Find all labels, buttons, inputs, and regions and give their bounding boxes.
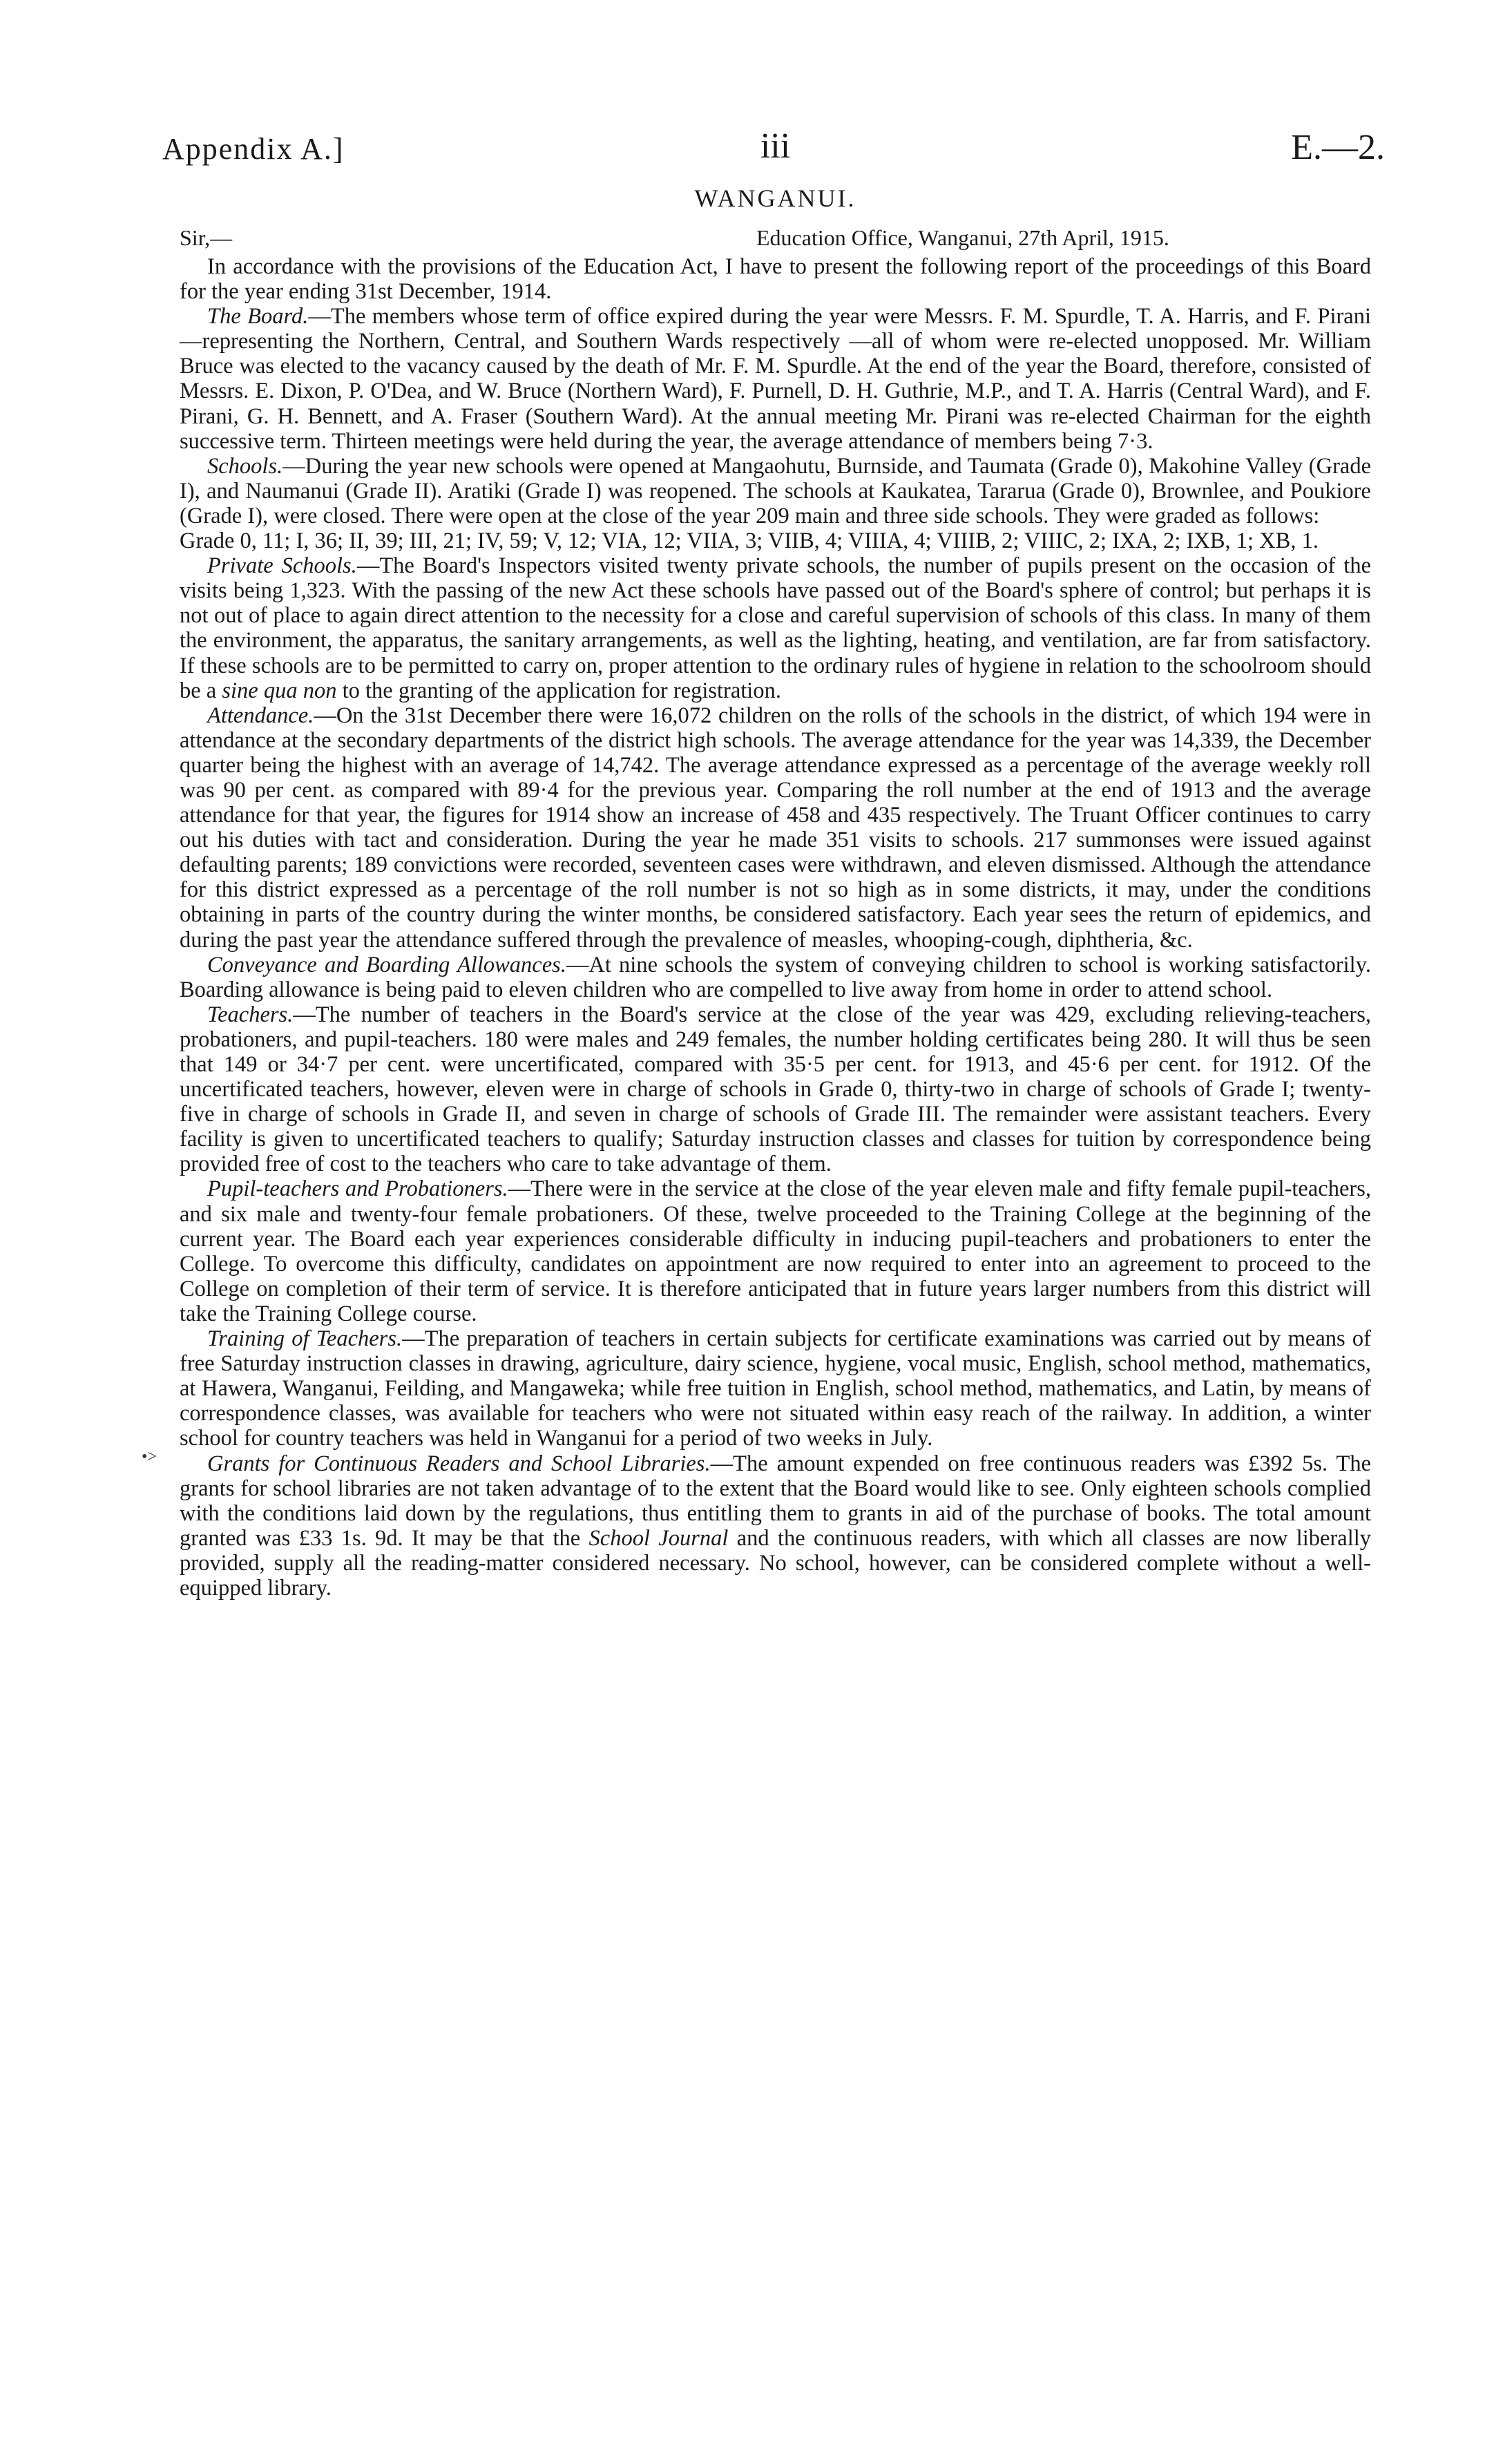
salutation: Sir,— xyxy=(180,225,233,250)
section-grants: Grants for Continuous Readers and School Libraries.—The amount expended on free continuous readers was £392 5s. The grants for school libraries are not taken advantage of to the extent that the Board would like to see. Only eighteen schools complied with the conditions laid down by the regulations, thus entitling them to grants in aid of the purchase of books. The total amount granted was £33 1s. 9d. It may be that the School Journal and the continuous readers, with which all classes are now liberally provided, supply all the reading-matter considered necessary. No school, however, can be considered complete without a well-equipped library. xyxy=(180,1451,1372,1601)
report-code: E.—2. xyxy=(1291,128,1385,167)
section-heading: Conveyance and Boarding Allowances. xyxy=(207,952,566,977)
section-body: The number of teachers in the Board's service at the close of the year was 429, excluding relieving-teachers, probationers, and pupil-teachers. 180 were males and 249 females, the number holding certificates being 280. It will thus be seen that 149 or 34·7 per cent. were uncertificated, compared with 35·5 per cent. for 1913, and 45·6 per cent. for 1912. Of the uncertificated teachers, however, eleven were in charge of schools in Grade 0, thirty-two in charge of schools of Grade I; twenty-five in charge of schools in Grade II, and seven in charge of schools of Grade III. The remainder were assistant teachers. Every facility is given to uncertificated teachers to qualify; Saturday instruction classes and classes for tuition by correspondence being provided free of cost to the teachers who care to take advantage of them. xyxy=(180,1002,1371,1177)
page-header xyxy=(162,117,1385,173)
section-body: There were in the service at the close of the year eleven male and fifty female pupil-teachers, and six male and twenty-four female probationers. Of these, twelve proceeded to the Training College at the beginning of the current year. The Board each year experiences considerable difficulty in inducing pupil-teachers and probationers to enter the College. To overcome this difficulty, candidates on appointment are now required to enter into an agreement to proceed to the College on completion of their term of service. It is therefore anticipated that in future years larger numbers from this district will take the Training College course. xyxy=(180,1176,1371,1326)
section-teachers: Teachers.—The number of teachers in the Board's service at the close of the year was 429, excluding relieving-teachers, probationers, and pupil-teachers. 180 were males and 249 females, the number holding certificates being 280. It will thus be seen that 149 or 34·7 per cent. were uncertificated, compared with 35·5 per cent. for 1913, and 45·6 per cent. for 1912. Of the uncertificated teachers, however, eleven were in charge of schools in Grade 0, thirty-two in charge of schools of Grade I; twenty-five in charge of schools in Grade II, and seven in charge of schools of Grade III. The remainder were assistant teachers. Every facility is given to uncertificated teachers to qualify; Saturday instruction classes and classes for tuition by correspondence being provided free of cost to the teachers who care to take advantage of them. xyxy=(180,1002,1371,1177)
margin-mark: •> xyxy=(142,1448,157,1466)
section-heading: Schools. xyxy=(207,453,283,479)
section-heading: Training of Teachers. xyxy=(207,1326,403,1352)
intro-paragraph: In accordance with the provisions of the Education Act, I have to present the following report of the proceedings of this Board for the year ending 31st December, 1914. xyxy=(180,254,1371,305)
section-heading: Private Schools. xyxy=(207,553,357,579)
grade-list: Grade 0, 11; I, 36; II, 39; III, 21; IV, 59; V, 12; VIA, 12; VIIA, 3; VIIB, 4; VIIIA, 4; VIIIB, 2; VIIIC, 2; IXA, 2; IXB, 1; XB, 1. xyxy=(180,528,1319,554)
section-private-schools: Private Schools.—The Board's Inspectors visited twenty private schools, the number of pupils present on the occasion of the visits being 1,323. With the passing of the new Act these schools have passed out of the Board's sphere of control; but perhaps it is not out of place to again direct attention to the necessity for a close and careful supervision of schools of this class. In many of them the environment, the apparatus, the sanitary arrangements, as well as the lighting, heating, and ventilation, are far from satisfactory. If these schools are to be permitted to carry on, proper attention to the ordinary rules of hygiene in relation to the schoolroom should be a sine qua non to the granting of the application for registration. xyxy=(180,553,1372,703)
office-date-line: Education Office, Wanganui, 27th April, 1915. xyxy=(756,225,1169,250)
document-page xyxy=(162,117,1385,1601)
section-body: The amount expended on free continuous readers was £392 5s. The grants for school libraries are not taken advantage of to the extent that the Board would like to see. Only eighteen schools complied with the conditions laid down by the regulations, thus entitling them to grants in aid of the purchase of books. The total amount granted was £33 1s. 9d. It may be that the xyxy=(180,1451,1371,1551)
section-training: Training of Teachers.—The preparation of teachers in certain subjects for certificate examinations was carried out by means of free Saturday instruction classes in drawing, agriculture, dairy science, hygiene, vocal music, English, school method, mathematics, at Hawera, Wanganui, Feilding, and Mangaweka; while free tuition in English, school method, mathematics, and Latin, by means of correspondence classes, was available for teachers who were not situated within easy reach of the railway. In addition, a winter school for country teachers was held in Wanganui for a period of two weeks in July. xyxy=(180,1326,1371,1451)
section-attendance: Attendance.—On the 31st December there were 16,072 children on the rolls of the schools in the district, of which 194 were in attendance at the secondary departments of the district high schools. The average attendance for the year was 14,339, the December quarter being the highest with an average of 14,742. The average attendance expressed as a percentage of the average weekly roll was 90 per cent. as compared with 89·4 for the previous year. Comparing the roll number at the end of 1913 and the average attendance for that year, the figures for 1914 show an increase of 458 and 435 respectively. The Truant Officer continues to carry out his duties with tact and consideration. During the year he made 351 visits to schools. 217 summonses were issued against defaulting parents; 189 convictions were recorded, seventeen cases were withdrawn, and eleven dismissed. Although the attendance for this district expressed as a percentage of the roll number is not so high as in some districts, it may, under the conditions obtaining in parts of the country during the winter months, be considered satisfactory. Each year sees the return of epidemics, and during the past year the attendance suffered through the prevalence of measles, whooping-cough, diphtheria, &c. xyxy=(180,703,1371,953)
section-heading: Pupil-teachers and Probationers. xyxy=(207,1176,508,1202)
section-body-end: and the continuous readers, with which all classes are now liberally provided, supply all the reading-matter considered necessary. No school, however, can be considered complete without a well-equipped library. xyxy=(180,1525,1372,1601)
section-heading: Attendance. xyxy=(207,703,314,728)
section-body-end: to the granting of the application for registration. xyxy=(342,678,781,703)
section-body: The members whose term of office expired during the year were Messrs. F. M. Spurdle, T. A. Harris, and F. Pirani—representing the Northern, Central, and Southern Wards respectively —all of whom were re-elected unopposed. Mr. William Bruce was elected to the vacancy caused by the death of Mr. F. M. Spurdle. At the end of the year the Board, therefore, consisted of Messrs. E. Dixon, P. O'Dea, and W. Bruce (Northern Ward), F. Purnell, D. H. Guthrie, M.P., and T. A. Harris (Central Ward), and F. Pirani, G. H. Bennett, and A. Fraser (Southern Ward). At the annual meeting Mr. Pirani was re-elected Chairman for the eighth successive term. Thirteen meetings were held during the year, the average attendance of members being 7·3. xyxy=(180,304,1372,454)
page-title: WANGANUI. xyxy=(694,184,856,212)
section-heading: The Board. xyxy=(207,304,309,330)
section-schools: Schools.—During the year new schools were opened at Mangaohutu, Burnside, and Taumata (Grade 0), Makohine Valley (Grade I), and Naumanui (Grade II). Aratiki (Grade I) was reopened. The schools at Kaukatea, Tararua (Grade 0), Brownlee, and Poukiore (Grade I), were closed. There were open at the close of the year 209 main and three side schools. They were graded as follows: xyxy=(180,453,1371,528)
page-number: iii xyxy=(760,126,791,166)
appendix-label: Appendix A.] xyxy=(162,132,345,166)
section-body: On the 31st December there were 16,072 children on the rolls of the schools in the district, of which 194 were in attendance at the secondary departments of the district high schools. The average attendance for the year was 14,339, the December quarter being the highest with an average of 14,742. The average attendance expressed as a percentage of the average weekly roll was 90 per cent. as compared with 89·4 for the previous year. Comparing the roll number at the end of 1913 and the average attendance for that year, the figures for 1914 show an increase of 458 and 435 respectively. The Truant Officer continues to carry out his duties with tact and consideration. During the year he made 351 visits to schools. 217 summonses were issued against defaulting parents; 189 convictions were recorded, seventeen cases were withdrawn, and eleven dismissed. Although the attendance for this district expressed as a percentage of the roll number is not so high as in some districts, it may, under the conditions obtaining in parts of the country during the winter months, be considered satisfactory. Each year sees the return of epidemics, and during the past year the attendance suffered through the prevalence of measles, whooping-cough, diphtheria, &c. xyxy=(180,703,1371,953)
italic-phrase: School Journal xyxy=(588,1525,729,1551)
section-body: At nine schools the system of conveying children to school is working satisfactorily. Boarding allowance is being paid to eleven children who are compelled to live away from home in order to attend school. xyxy=(180,952,1371,1002)
section-body: During the year new schools were opened at Mangaohutu, Burnside, and Taumata (Grade 0), Makohine Valley (Grade I), and Naumanui (Grade II). Aratiki (Grade I) was reopened. The schools at Kaukatea, Tararua (Grade 0), Brownlee, and Poukiore (Grade I), were closed. There were open at the close of the year 209 main and three side schools. They were graded as follows: xyxy=(180,453,1371,528)
section-body: The preparation of teachers in certain subjects for certificate examinations was carried out by means of free Saturday instruction classes in drawing, agriculture, dairy science, hygiene, vocal music, English, school method, mathematics, at Hawera, Wanganui, Feilding, and Mangaweka; while free tuition in English, school method, mathematics, and Latin, by means of correspondence classes, was available for teachers who were not situated within easy reach of the railway. In addition, a winter school for country teachers was held in Wanganui for a period of two weeks in July. xyxy=(180,1326,1371,1451)
salutation-line xyxy=(180,225,1371,254)
italic-phrase: sine qua non xyxy=(222,678,337,703)
section-body: The Board's Inspectors visited twenty private schools, the number of pupils present on the occasion of the visits being 1,323. With the passing of the new Act these schools have passed out of the Board's sphere of control; but perhaps it is not out of place to again direct attention to the necessity for a close and careful supervision of schools of this class. In many of them the environment, the apparatus, the sanitary arrangements, as well as the lighting, heating, and ventilation, are far from satisfactory. If these schools are to be permitted to carry on, proper attention to the ordinary rules of hygiene in relation to the schoolroom should be a xyxy=(180,553,1372,703)
section-pupil-teachers: Pupil-teachers and Probationers.—There were in the service at the close of the year eleven male and fifty female pupil-teachers, and six male and twenty-four female probationers. Of these, twelve proceeded to the Training College at the beginning of the current year. The Board each year experiences considerable difficulty in inducing pupil-teachers and probationers to enter the College. To overcome this difficulty, candidates on appointment are now required to enter into an agreement to proceed to the College on completion of their term of service. It is therefore anticipated that in future years larger numbers from this district will take the Training College course. xyxy=(180,1176,1371,1326)
section-conveyance: Conveyance and Boarding Allowances.—At nine schools the system of conveying children to school is working satisfactorily. Boarding allowance is being paid to eleven children who are compelled to live away from home in order to attend school. xyxy=(180,952,1371,1002)
section-heading: Grants for Continuous Readers and School Libraries. xyxy=(207,1451,711,1476)
section-board: The Board.—The members whose term of office expired during the year were Messrs. F. M. Spurdle, T. A. Harris, and F. Pirani—representing the Northern, Central, and Southern Wards respectively —all of whom were re-elected unopposed. Mr. William Bruce was elected to the vacancy caused by the death of Mr. F. M. Spurdle. At the end of the year the Board, therefore, consisted of Messrs. E. Dixon, P. O'Dea, and W. Bruce (Northern Ward), F. Purnell, D. H. Guthrie, M.P., and T. A. Harris (Central Ward), and F. Pirani, G. H. Bennett, and A. Fraser (Southern Ward). At the annual meeting Mr. Pirani was re-elected Chairman for the eighth successive term. Thirteen meetings were held during the year, the average attendance of members being 7·3. xyxy=(180,304,1372,454)
section-heading: Teachers. xyxy=(207,1002,294,1027)
